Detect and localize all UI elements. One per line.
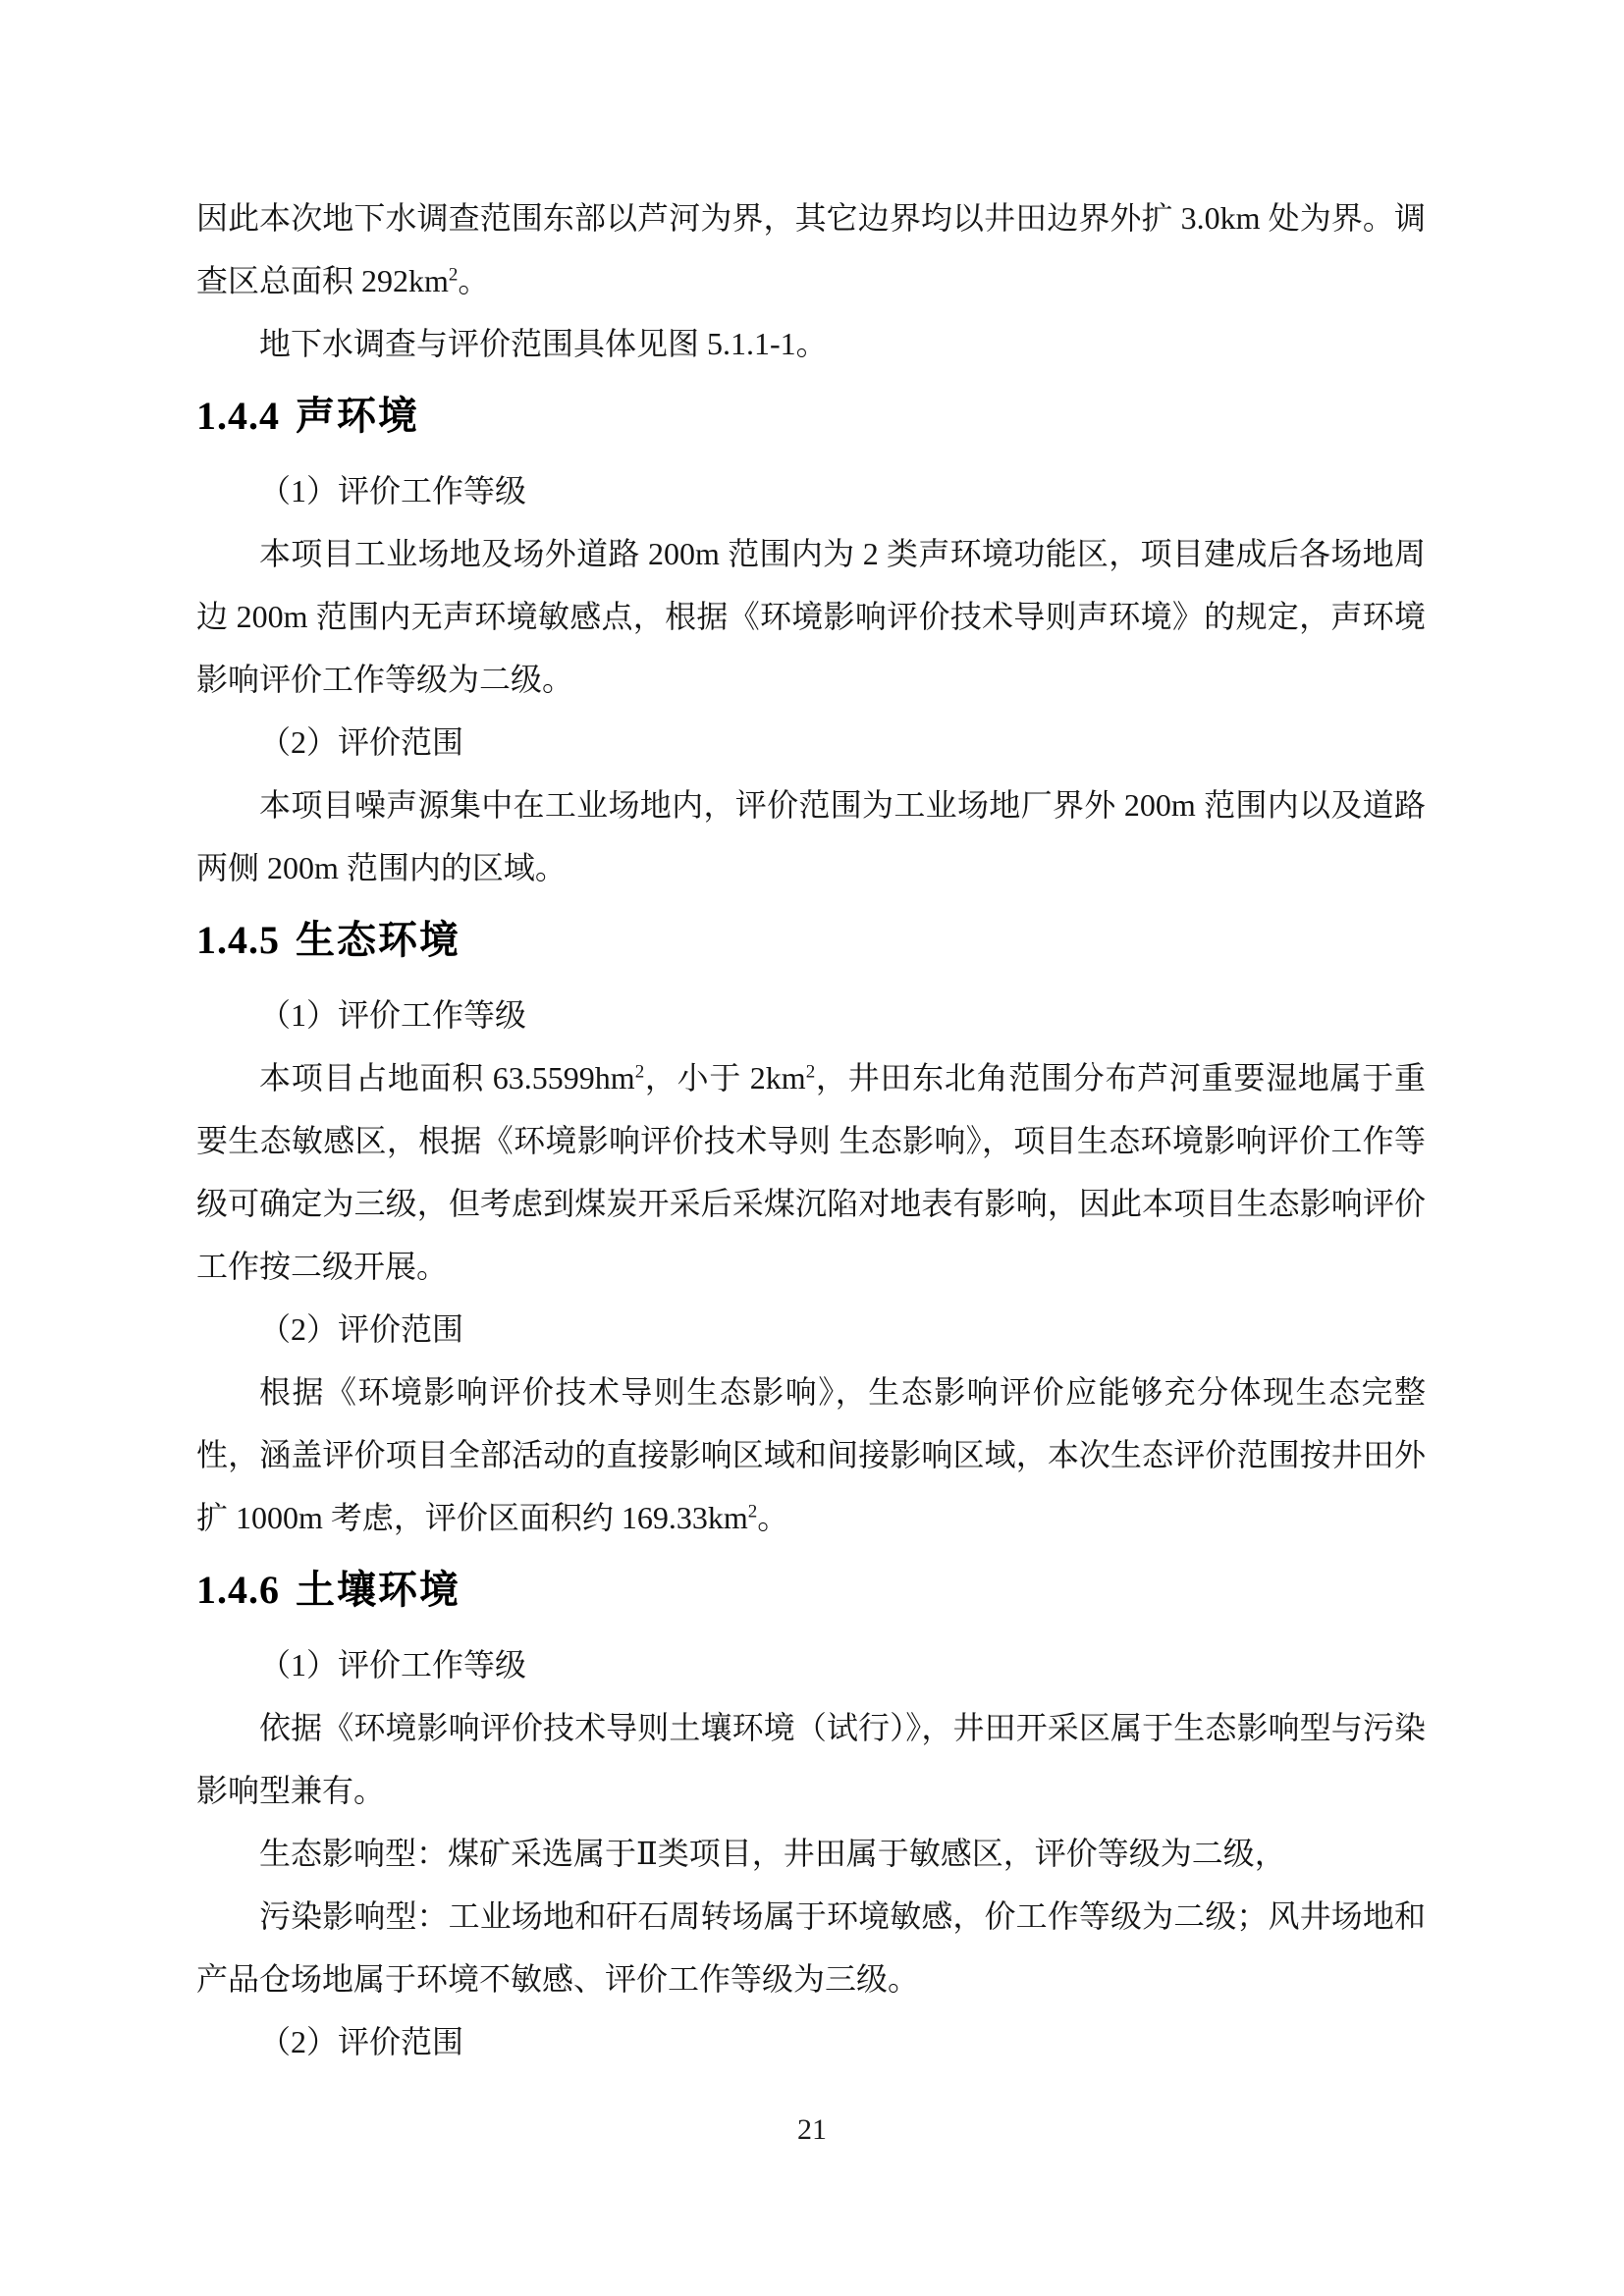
text-run: 生态影响型：煤矿采选属于Ⅱ类项目，井田属于敏感区，评价等级为二级， — [259, 1836, 1286, 1871]
paragraph — [196, 774, 1426, 899]
section-heading — [196, 1559, 1426, 1628]
text-run: 因此本次地下水调查范围东部以芦河为界，其它边界均以井田边界外扩 3.0km 处为界。调查区总面积 292km — [196, 200, 1426, 298]
text-run: （2）评价范围 — [259, 724, 464, 760]
paragraph — [196, 1298, 1426, 1361]
heading-title: 声环境 — [296, 394, 419, 439]
heading-title: 生态环境 — [296, 918, 460, 963]
paragraph — [196, 312, 1426, 375]
paragraph — [196, 187, 1426, 312]
text-run: 本项目工业场地及场外道路 200m 范围内为 2 类声环境功能区，项目建成后各场地周边 200m 范围内无声环境敏感点，根据《环境影响评价技术导则声环境》的规定，声环境影响评价工作等级为二级。 — [196, 536, 1426, 697]
paragraph — [196, 459, 1426, 522]
paragraph — [196, 522, 1426, 711]
text-run: 地下水调查与评价范围具体见图 5.1.1-1。 — [259, 326, 828, 361]
paragraph — [196, 711, 1426, 774]
text-run: 依据《环境影响评价技术导则土壤环境（试行）》，井田开采区属于生态影响型与污染影响型兼有。 — [196, 1710, 1426, 1808]
superscript-text: 2 — [634, 1061, 645, 1083]
page-footer — [0, 2101, 1624, 2160]
paragraph — [196, 1822, 1426, 1885]
text-run: （1）评价工作等级 — [259, 1647, 527, 1682]
heading-number: 1.4.5 — [196, 918, 280, 962]
document-body — [196, 187, 1426, 2073]
paragraph — [196, 1361, 1426, 1549]
heading-number: 1.4.6 — [196, 1568, 280, 1612]
text-run: 。 — [458, 263, 490, 298]
text-run: 本项目占地面积 63.5599hm — [259, 1060, 635, 1095]
text-run: 根据《环境影响评价技术导则生态影响》，生态影响评价应能够充分体现生态完整性，涵盖评价项目全部活动的直接影响区域和间接影响区域，本次生态评价范围按井田外扩 1000m 考虑，评价区面积约 169.33km — [196, 1374, 1426, 1535]
paragraph — [196, 1885, 1426, 2010]
page-number: 21 — [797, 2113, 827, 2146]
superscript-text: 2 — [448, 264, 459, 286]
heading-number: 1.4.4 — [196, 394, 280, 438]
paragraph — [196, 984, 1426, 1046]
text-run: （1）评价工作等级 — [259, 997, 527, 1033]
text-run: （2）评价范围 — [259, 1311, 464, 1347]
section-heading — [196, 909, 1426, 978]
paragraph — [196, 2010, 1426, 2073]
section-heading — [196, 385, 1426, 454]
heading-title: 土壤环境 — [296, 1568, 460, 1613]
text-run: 污染影响型：工业场地和矸石周转场属于环境敏感，价工作等级为二级；风井场地和产品仓场地属于环境不敏感、评价工作等级为三级。 — [196, 1898, 1426, 1997]
text-run: 。 — [757, 1500, 789, 1535]
superscript-text: 2 — [805, 1061, 816, 1083]
text-run: ，井田东北角范围分布芦河重要湿地属于重要生态敏感区，根据《环境影响评价技术导则 生态影响》，项目生态环境影响评价工作等级可确定为三级，但考虑到煤炭开采后采煤沉陷对地表有影响，因此本项目生态影响评价工作按二级开展。 — [196, 1060, 1426, 1284]
paragraph — [196, 1633, 1426, 1696]
text-run: ，小于 2km — [644, 1060, 806, 1095]
text-run: 本项目噪声源集中在工业场地内，评价范围为工业场地厂界外 200m 范围内以及道路两侧 200m 范围内的区域。 — [196, 787, 1426, 885]
text-run: （1）评价工作等级 — [259, 473, 527, 508]
superscript-text: 2 — [747, 1501, 758, 1522]
paragraph — [196, 1696, 1426, 1822]
paragraph — [196, 1046, 1426, 1298]
text-run: （2）评价范围 — [259, 2024, 464, 2059]
